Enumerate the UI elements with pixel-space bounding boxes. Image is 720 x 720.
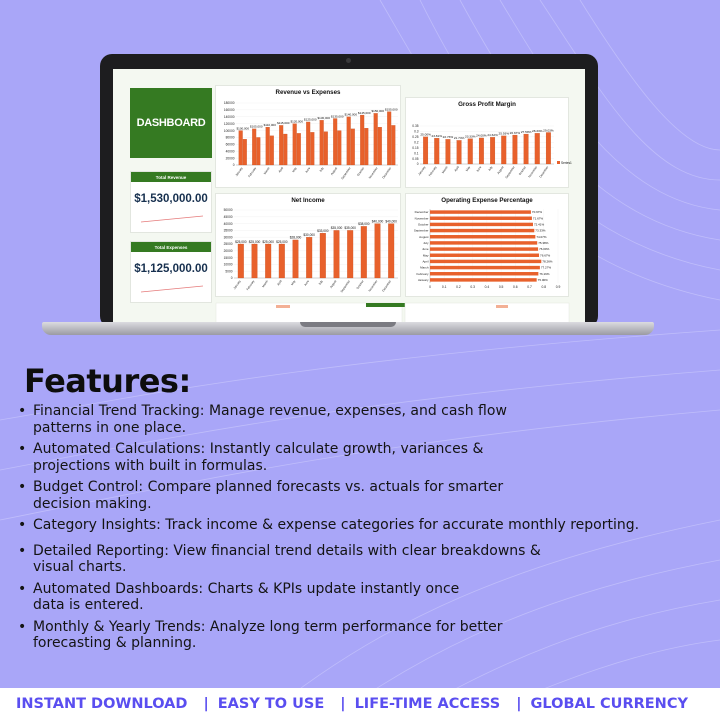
bar	[490, 137, 495, 164]
data-label: $155,000	[384, 107, 398, 112]
bar	[430, 272, 538, 275]
y-tick-label: 25000	[223, 242, 233, 247]
feature-text: Budget Control: Compare planned forecasts vs. actuals for smarter decision making.	[33, 479, 504, 512]
y-tick-label: October	[417, 222, 429, 227]
data-label: 76.67%	[540, 253, 551, 258]
x-tick-label: December	[381, 279, 392, 293]
operating-expense-chart	[406, 194, 570, 298]
bar	[430, 210, 531, 213]
bar	[468, 139, 473, 164]
y-tick-label: January	[417, 277, 429, 282]
revenue-expenses-chart	[216, 86, 402, 189]
camera-icon	[346, 58, 351, 63]
bar	[243, 139, 247, 165]
data-label: 28.33%	[532, 129, 543, 134]
laptop-notch	[300, 322, 396, 327]
x-tick-label: September	[504, 165, 516, 180]
data-label: $40,000	[385, 219, 397, 224]
y-tick-label: 15000	[223, 255, 233, 260]
feature-badge: LIFE-TIME ACCESS	[354, 696, 501, 712]
y-tick-label: 45000	[223, 215, 233, 219]
bar	[388, 224, 394, 278]
kpi-value: $1,125,000.00	[134, 263, 208, 275]
features-heading: Features:	[24, 362, 191, 400]
feature-item	[18, 543, 708, 576]
bar	[320, 120, 324, 165]
bar	[387, 112, 391, 165]
bar	[265, 244, 271, 278]
x-tick-label: January	[232, 279, 242, 291]
data-label: $150,000	[371, 109, 385, 114]
y-tick-label: 10000	[223, 262, 233, 267]
bar	[297, 133, 301, 165]
bar	[434, 138, 439, 164]
data-label: 71.67%	[532, 216, 544, 221]
bar	[337, 131, 341, 165]
y-tick-label: 140000	[223, 114, 235, 119]
y-tick-label: 20000	[225, 156, 235, 161]
y-tick-label: February	[416, 271, 429, 276]
y-tick-label: April	[422, 259, 429, 264]
x-tick-label: June	[304, 166, 312, 174]
data-label: $35,000	[344, 226, 356, 231]
bar	[430, 260, 541, 263]
bar	[430, 278, 537, 281]
bar	[320, 233, 326, 278]
bar	[256, 137, 260, 165]
bar	[430, 266, 540, 269]
data-label: $100,000	[236, 126, 250, 131]
x-tick-label: 0.3	[470, 285, 475, 289]
y-tick-label: 5000	[225, 269, 233, 274]
bar	[535, 133, 540, 164]
bar	[306, 237, 312, 278]
y-tick-label: May	[422, 253, 429, 258]
x-tick-label: March	[262, 166, 271, 176]
y-tick-label: 120000	[223, 121, 235, 126]
y-tick-label: 35000	[223, 228, 233, 233]
x-tick-label: October	[517, 165, 527, 177]
x-tick-label: November	[527, 165, 539, 179]
data-label: 22.73%	[442, 135, 454, 140]
bar	[430, 229, 534, 232]
bar	[360, 115, 364, 165]
dashboard-logo: DASHBOARD	[130, 88, 212, 158]
bar	[347, 117, 351, 165]
y-tick-label: 100000	[223, 128, 235, 133]
y-tick-label: December	[414, 210, 429, 215]
data-label: $25,000	[276, 239, 288, 244]
kpi-value: $1,530,000.00	[134, 193, 208, 205]
kpi-total-revenue	[130, 171, 212, 233]
feature-text: Financial Trend Tracking: Manage revenue, expenses, and cash flow patterns in one place.	[33, 403, 507, 436]
chart-title: Operating Expense Percentage	[441, 197, 533, 204]
data-label: 76.19%	[539, 271, 550, 276]
bar	[333, 119, 337, 166]
bullet-icon: •	[18, 580, 27, 597]
chart-panel-operating-expense	[405, 193, 569, 297]
bar	[270, 136, 274, 165]
data-label: $25,000	[248, 239, 261, 244]
separator: |	[516, 696, 522, 712]
data-label: 75.00%	[537, 277, 548, 282]
x-tick-label: 0	[429, 285, 431, 289]
feature-text: Automated Dashboards: Charts & KPIs update instantly once data is entered.	[33, 580, 460, 613]
bullet-icon: •	[18, 403, 27, 419]
y-tick-label: 40000	[225, 149, 235, 154]
chart-panel-net-income	[215, 193, 401, 297]
data-label: $135,000	[330, 114, 344, 119]
feature-text: Detailed Reporting: View financial trend details with clear breakdowns & visual charts.	[33, 542, 541, 575]
x-tick-label: May	[291, 166, 298, 174]
x-tick-label: January	[234, 166, 244, 178]
feature-item	[18, 517, 708, 534]
bar	[378, 127, 382, 165]
bar	[391, 125, 395, 165]
x-tick-label: November	[367, 166, 379, 180]
x-tick-label: July	[317, 279, 324, 286]
feature-text: Monthly & Yearly Trends: Analyze long term performance for better forecasting & planning.	[33, 618, 503, 651]
bar	[524, 134, 529, 164]
y-tick-label: 0.1	[414, 151, 419, 156]
legend-label: Series1	[561, 161, 572, 165]
gross-profit-margin-chart	[406, 98, 570, 189]
separator: |	[340, 696, 346, 712]
data-label: 25.00%	[420, 132, 431, 137]
x-tick-label: July	[487, 165, 494, 172]
bar	[238, 244, 244, 278]
data-label: $145,000	[357, 110, 371, 115]
y-tick-label: September	[413, 228, 429, 233]
bar	[430, 217, 532, 220]
bar	[347, 230, 353, 278]
bullet-icon: •	[18, 618, 27, 635]
bar	[252, 129, 256, 165]
y-tick-label: 160000	[223, 108, 235, 113]
x-tick-label: April	[453, 165, 460, 173]
x-tick-label: January	[417, 165, 427, 177]
data-label: $140,000	[344, 112, 358, 117]
bar	[375, 224, 381, 278]
laptop-lid	[100, 54, 598, 328]
data-label: $25,000	[235, 239, 247, 244]
data-label: $30,000	[303, 233, 315, 237]
y-tick-label: 50000	[223, 208, 233, 213]
dashboard-screen	[113, 69, 585, 323]
data-label: $110,000	[263, 122, 276, 127]
bar	[279, 125, 283, 165]
bar	[239, 131, 243, 165]
bar	[479, 138, 484, 164]
y-tick-label: 180000	[223, 101, 235, 106]
chart-title: Net Income	[291, 197, 325, 204]
x-tick-label: April	[276, 279, 283, 287]
bar	[546, 132, 551, 164]
data-label: $38,000	[358, 222, 370, 227]
x-tick-label: May	[464, 165, 472, 173]
x-tick-label: 0.8	[541, 285, 547, 289]
data-label: 24.00%	[476, 133, 487, 138]
y-tick-label: 0	[416, 162, 419, 167]
bar	[252, 244, 258, 278]
y-tick-label: 0.15	[412, 145, 419, 150]
x-tick-label: November	[367, 279, 379, 293]
data-label: $33,000	[317, 228, 329, 233]
chart-panel-gross-profit-margin	[405, 97, 572, 188]
x-tick-label: 0.7	[527, 285, 532, 289]
x-tick-label: June	[475, 165, 483, 173]
data-label: 70.97%	[531, 210, 543, 215]
bar	[310, 132, 314, 165]
y-tick-label: 60000	[225, 142, 235, 147]
feature-text: Category Insights: Track income & expense categories for accurate monthly reporting.	[33, 517, 640, 533]
x-tick-label: April	[277, 166, 285, 174]
bar	[430, 254, 539, 257]
y-tick-label: 0.3	[414, 129, 419, 134]
data-label: 27.59%	[520, 129, 532, 134]
feature-item	[18, 479, 708, 512]
x-tick-label: October	[355, 166, 366, 178]
y-tick-label: 80000	[225, 135, 235, 140]
bar	[374, 113, 378, 165]
data-label: 25.93%	[498, 131, 509, 136]
laptop-base	[42, 322, 654, 335]
x-tick-label: October	[355, 279, 365, 291]
y-tick-label: 0	[232, 163, 235, 168]
separator: |	[203, 696, 209, 712]
y-tick-label: 0.2	[414, 140, 419, 145]
x-tick-label: February	[245, 279, 256, 292]
bar	[423, 137, 428, 164]
y-tick-label: 0.35	[412, 124, 419, 129]
data-label: 24.62%	[487, 133, 498, 138]
sparkline-icon	[141, 216, 203, 222]
bar	[446, 139, 451, 164]
feature-badge: GLOBAL CURRENCY	[530, 696, 688, 712]
chart-title: Revenue vs Expenses	[275, 89, 341, 96]
feature-item	[18, 441, 708, 474]
bar	[334, 230, 340, 278]
data-label: 76.00%	[539, 247, 550, 252]
bar	[351, 129, 355, 165]
x-tick-label: 0.5	[498, 285, 504, 289]
feature-text: Automated Calculations: Instantly calculate growth, variances & projections with built in formulas.	[33, 441, 484, 474]
feature-item	[18, 403, 708, 436]
features-list	[18, 403, 708, 657]
data-label: $125,000	[303, 117, 317, 122]
x-tick-label: 0.1	[441, 285, 447, 289]
x-tick-label: July	[318, 166, 325, 173]
bottom-feature-bar	[0, 688, 720, 720]
net-income-chart	[216, 194, 402, 298]
y-tick-label: July	[423, 240, 429, 245]
bar	[361, 226, 367, 278]
data-label: 75.38%	[538, 240, 549, 245]
x-tick-label: May	[289, 279, 297, 287]
lower-panels-peek	[216, 299, 556, 323]
x-tick-label: August	[496, 165, 505, 175]
data-label: 26.67%	[509, 130, 521, 135]
bullet-icon: •	[18, 441, 27, 457]
data-label: 21.74%	[453, 136, 465, 141]
bar	[293, 124, 297, 165]
data-label: 77.27%	[540, 265, 552, 270]
y-tick-label: 0	[230, 276, 233, 281]
kpi-label: Total Revenue	[131, 172, 211, 182]
y-tick-label: 0.25	[412, 135, 419, 140]
x-tick-label: September	[340, 166, 352, 181]
data-label: 23.81%	[431, 133, 442, 138]
bar	[430, 235, 535, 238]
kpi-total-expenses	[130, 241, 212, 303]
x-tick-label: 0.9	[555, 285, 561, 289]
data-label: $105,000	[249, 124, 263, 129]
bullet-icon: •	[18, 479, 27, 495]
data-label: $120,000	[290, 119, 304, 124]
data-label: $115,000	[277, 121, 290, 126]
data-label: $25,000	[262, 239, 274, 244]
kpi-label: Total Expenses	[131, 242, 211, 252]
x-tick-label: February	[427, 165, 438, 178]
data-label: $130,000	[317, 116, 331, 121]
data-label: 74.07%	[536, 234, 547, 239]
y-tick-label: 0.05	[412, 156, 419, 161]
bar	[430, 241, 537, 244]
data-label: 23.33%	[465, 134, 476, 139]
sparkline-icon	[141, 286, 203, 292]
chart-title: Gross Profit Margin	[458, 101, 516, 108]
feature-item	[18, 619, 708, 652]
bar	[457, 140, 462, 164]
data-label: $35,000	[330, 226, 343, 231]
x-tick-label: September	[339, 279, 351, 294]
x-tick-label: August	[329, 166, 339, 176]
chart-panel-revenue-expenses	[215, 85, 401, 188]
x-tick-label: March	[261, 279, 269, 289]
x-tick-label: December	[381, 166, 393, 180]
bullet-icon: •	[18, 542, 27, 559]
bar	[430, 223, 533, 226]
x-tick-label: June	[303, 279, 310, 287]
y-tick-label: 40000	[223, 221, 233, 226]
bar	[293, 240, 299, 278]
data-label: 72.41%	[533, 222, 545, 227]
feature-badge: INSTANT DOWNLOAD	[16, 696, 188, 712]
x-tick-label: 0.6	[513, 285, 518, 289]
feature-badge: EASY TO USE	[217, 696, 325, 712]
bar	[430, 247, 538, 250]
data-label: $40,000	[371, 219, 384, 224]
y-tick-label: August	[419, 234, 429, 239]
bar	[364, 128, 368, 165]
x-tick-label: February	[247, 166, 258, 179]
y-tick-label: March	[420, 265, 429, 270]
data-label: 78.26%	[542, 259, 553, 264]
x-tick-label: August	[328, 279, 338, 289]
bar	[279, 244, 285, 278]
x-tick-label: 0.2	[456, 285, 461, 289]
x-tick-label: 0.4	[484, 285, 490, 289]
y-tick-label: 20000	[223, 249, 233, 253]
bar	[266, 127, 270, 165]
bar	[324, 132, 328, 165]
x-tick-label: March	[440, 165, 449, 175]
bar	[501, 136, 506, 164]
bullet-icon: •	[18, 517, 27, 533]
legend-swatch	[557, 161, 560, 164]
x-tick-label: December	[538, 165, 550, 179]
y-tick-label: June	[421, 247, 429, 252]
data-label: $28,000	[289, 235, 302, 240]
feature-item	[18, 581, 708, 614]
data-label: 73.33%	[535, 228, 546, 233]
bar	[513, 135, 518, 164]
data-label: 29.03%	[543, 128, 554, 133]
y-tick-label: November	[414, 216, 429, 221]
bar	[306, 122, 310, 165]
bar	[283, 134, 287, 165]
y-tick-label: 30000	[223, 235, 233, 240]
